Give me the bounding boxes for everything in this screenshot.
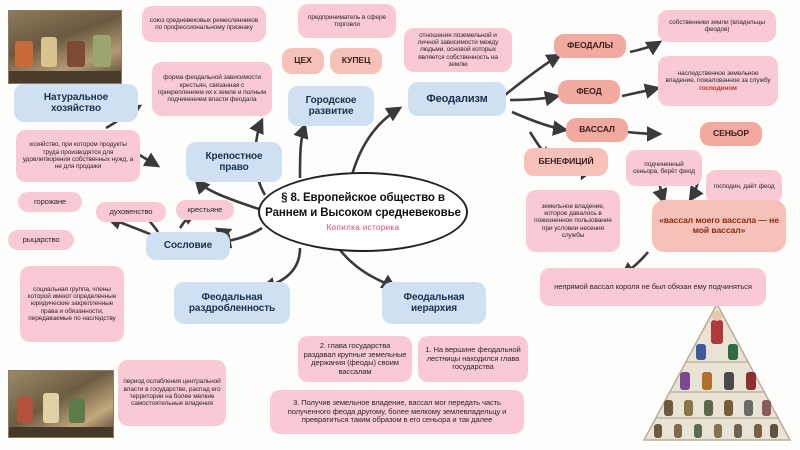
center-title: § 8. Европейское общество в Раннем и Высоком средневековье bbox=[265, 192, 461, 219]
node-clergy[interactable]: духовенство bbox=[96, 202, 166, 222]
node-feod[interactable]: ФЕОД bbox=[558, 80, 620, 104]
node-benefice[interactable]: БЕНЕФИЦИЙ bbox=[524, 148, 608, 176]
node-vassal[interactable]: ВАССАЛ bbox=[566, 118, 628, 142]
node-feudalism-desc: отношения поземельной и личной зависимости между людьми, основой которых является собственность на землю bbox=[404, 28, 512, 72]
node-feod-desc: наследственное земельное владение, пожалованное за службу господином bbox=[658, 56, 778, 106]
node-townsmen[interactable]: горожане bbox=[18, 192, 82, 212]
node-feudalism[interactable]: Феодализм bbox=[408, 82, 506, 116]
center-topic bbox=[258, 172, 468, 252]
medieval-workshop-image bbox=[8, 10, 122, 84]
node-feudals-desc: собственники земли (владельцы феодов) bbox=[658, 10, 776, 42]
node-serfdom[interactable]: Крепостное право bbox=[186, 142, 282, 182]
node-hierarchy-step-2: 2. глава государства раздавал крупные земельные держания (феоды) своим вассалам bbox=[298, 336, 412, 382]
node-hierarchy-step-1: 1. На вершине феодальной лестницы находился глава государства bbox=[418, 336, 528, 382]
node-merchant[interactable]: КУПЕЦ bbox=[330, 48, 382, 74]
node-estate[interactable]: Сословие bbox=[146, 232, 230, 260]
node-senior-desc: господин, даёт феод bbox=[706, 170, 782, 204]
node-natural-economy-desc: хозяйство, при котором продукты труда производятся для удовлетворения собственных нужд, а не для продажи bbox=[16, 130, 140, 182]
node-knighthood[interactable]: рыцарство bbox=[8, 230, 74, 250]
node-senior[interactable]: СЕНЬОР bbox=[700, 122, 762, 146]
node-vassal-desc: подчиненный сеньора, берёт феод bbox=[626, 150, 702, 186]
center-subtitle: Копилка историка bbox=[326, 222, 400, 232]
node-vassal-quote: «вассал моего вассала — не мой вассал» bbox=[652, 200, 786, 252]
node-estate-desc: социальная группа, члены которой имеют определенные юридические закрепленные права и обязанности, передаваемые по наследству bbox=[20, 266, 124, 342]
node-benefice-desc: земельное владение, которое давалось в пожизненное пользование при условии несения службы bbox=[526, 190, 620, 252]
node-indirect-vassal: непрямой вассал короля не был обязан ему подчиняться bbox=[540, 268, 766, 306]
node-guild-desc: союз средневековых ремесленников по профессиональному признаку bbox=[142, 6, 266, 42]
node-feudal-fragmentation[interactable]: Феодальная раздробленность bbox=[174, 282, 290, 324]
node-peasants[interactable]: крестьяне bbox=[176, 200, 234, 220]
medieval-peasants-image bbox=[8, 370, 114, 438]
node-hierarchy-step-3: 3. Получив земельное владение, вассал мог передать часть полученного феода другому, более мелкому землевладельцу и превратиться таким образом в его сеньора и так далее bbox=[270, 390, 524, 434]
node-serfdom-desc: форма феодальной зависимости крестьян, связанная с прикреплением их к земле и полным подчинением власти феодала bbox=[152, 62, 272, 116]
node-fragmentation-desc: период ослабления центральной власти в государстве, распад его территории на более мелкие самостоятельные владения bbox=[118, 360, 226, 426]
feudal-pyramid-image bbox=[640, 300, 795, 445]
node-feudal-hierarchy[interactable]: Феодальная иерархия bbox=[382, 282, 486, 324]
node-feudals[interactable]: ФЕОДАЛЫ bbox=[554, 34, 626, 58]
node-natural-economy[interactable]: Натуральное хозяйство bbox=[14, 84, 138, 122]
node-merchant-desc: предприниматель в сфере торговли bbox=[298, 4, 396, 38]
node-city-development[interactable]: Городское развитие bbox=[288, 86, 374, 126]
node-guild[interactable]: ЦЕХ bbox=[282, 48, 324, 74]
